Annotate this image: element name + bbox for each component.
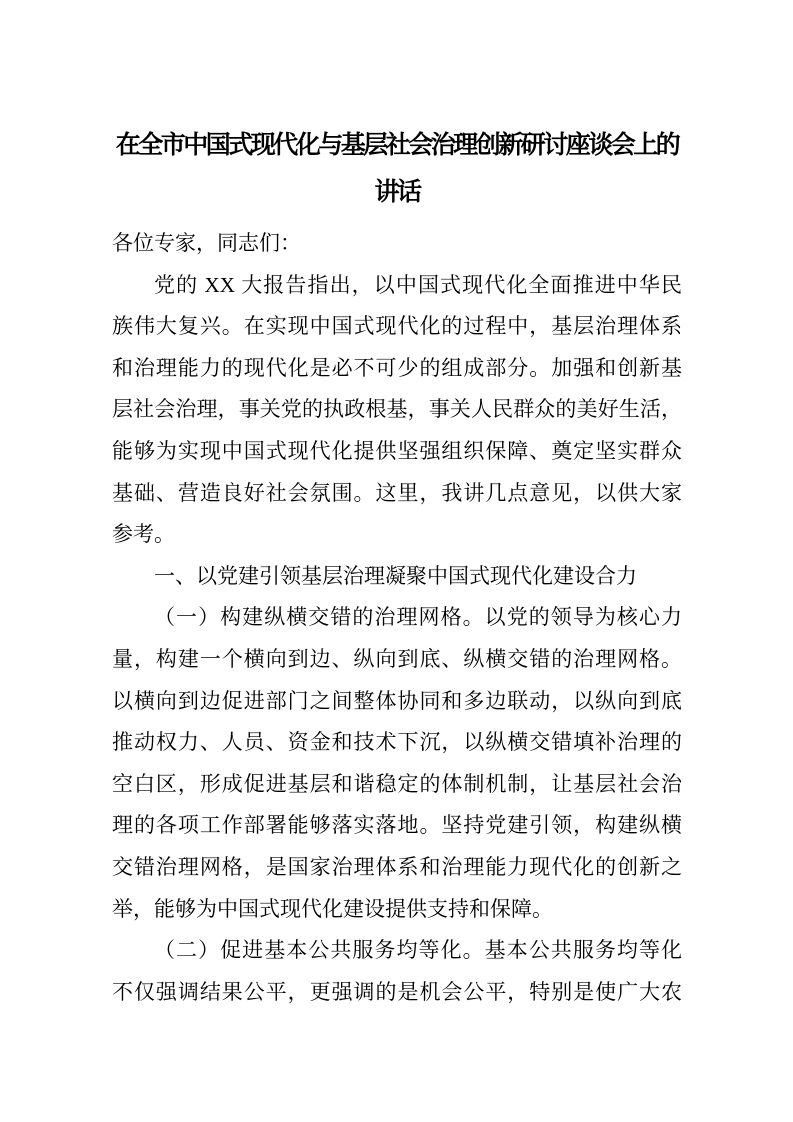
text-line: 参考。 — [112, 522, 175, 547]
title-line-1: 在全市中国式现代化与基层社会治理创新研讨座谈会上的 — [115, 132, 679, 159]
text-line: （一）构建纵横交错的治理网格。以党的领导为核心力 — [154, 605, 682, 630]
text-line: 基础、营造良好社会氛围。这里，我讲几点意见，以供大家 — [112, 480, 682, 505]
text-line: 理的各项工作部署能够落实落地。坚持党建引领，构建纵横 — [112, 813, 682, 838]
text-line: 各位专家，同志们： — [112, 231, 301, 255]
text-line: （二）促进基本公共服务均等化。基本公共服务均等化 — [154, 938, 682, 963]
paragraph-salutation — [112, 223, 682, 265]
paragraph-heading-1 — [112, 556, 682, 598]
text-line: 能够为实现中国式现代化提供坚强组织保障、奠定坚实群众 — [112, 438, 682, 463]
paragraph-point-1 — [112, 597, 682, 930]
text-line: 党的 XX 大报告指出，以中国式现代化全面推进中华民 — [154, 272, 682, 297]
text-line: 一、以党建引领基层治理凝聚中国式现代化建设合力 — [154, 563, 637, 588]
document-body — [112, 223, 682, 1013]
paragraph-point-2 — [112, 930, 682, 1013]
text-line: 量，构建一个横向到边、纵向到底、纵横交错的治理网格。 — [112, 646, 682, 671]
title-line-2: 讲话 — [374, 179, 420, 206]
text-line: 空白区，形成促进基层和谐稳定的体制机制，让基层社会治 — [112, 771, 682, 796]
document-title — [112, 122, 682, 216]
text-line: 层社会治理，事关党的执政根基，事关人民群众的美好生活， — [112, 397, 682, 422]
text-line: 族伟大复兴。在实现中国式现代化的过程中，基层治理体系 — [112, 314, 682, 339]
text-line: 和治理能力的现代化是必不可少的组成部分。加强和创新基 — [112, 355, 682, 380]
text-line: 举，能够为中国式现代化建设提供支持和保障。 — [112, 896, 553, 921]
text-line: 推动权力、人员、资金和技术下沉，以纵横交错填补治理的 — [112, 730, 682, 755]
text-line: 不仅强调结果公平，更强调的是机会公平，特别是使广大农 — [112, 979, 682, 1004]
text-line: 以横向到边促进部门之间整体协同和多边联动，以纵向到底 — [112, 688, 682, 713]
paragraph-intro — [112, 265, 682, 556]
text-line: 交错治理网格，是国家治理体系和治理能力现代化的创新之 — [112, 854, 682, 879]
